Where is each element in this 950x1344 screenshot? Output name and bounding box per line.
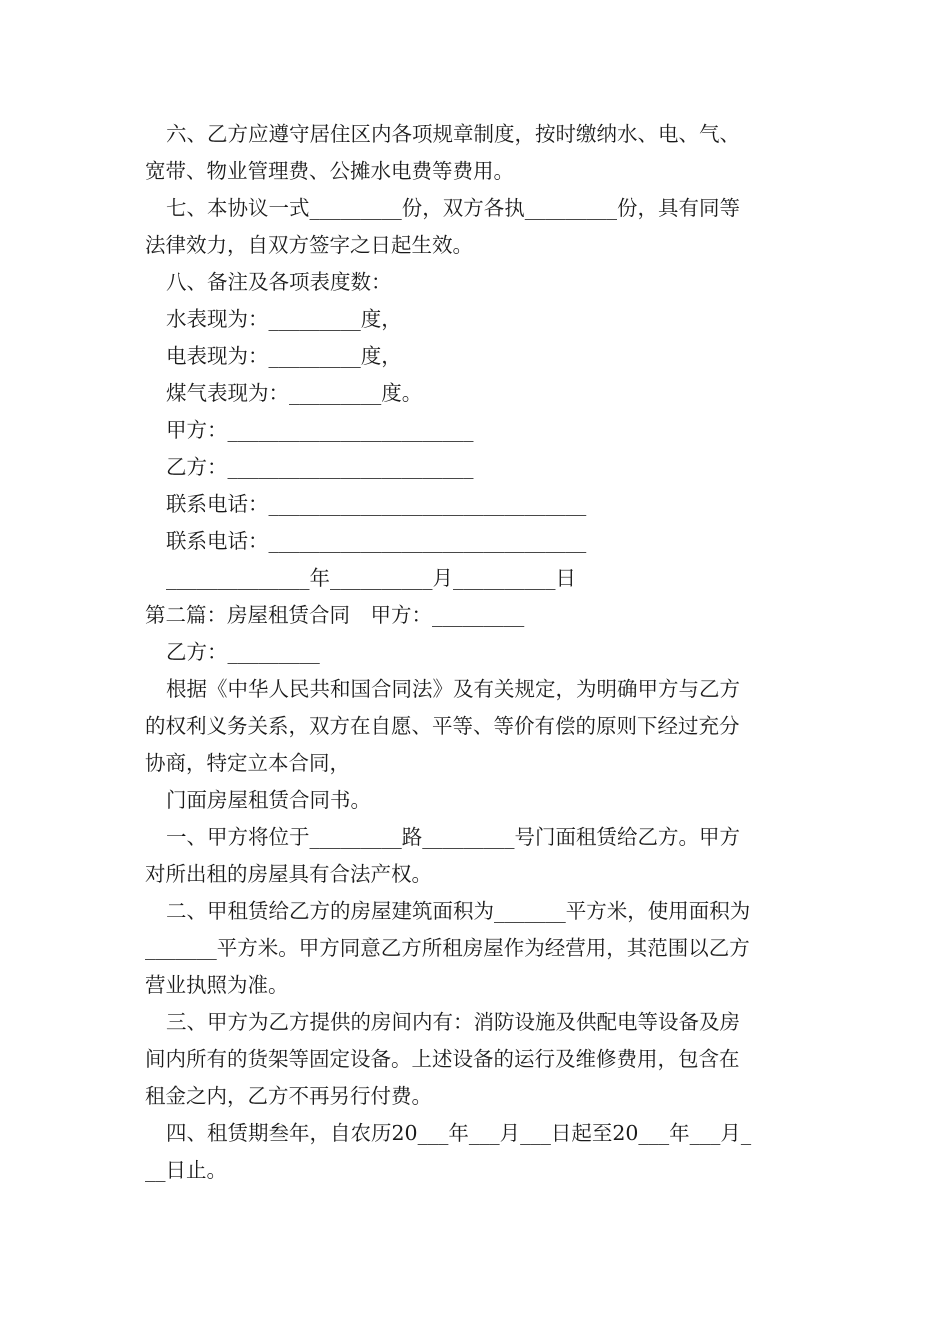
article-1-line-2: 对所出租的房屋具有合法产权。 bbox=[145, 862, 432, 886]
date-line: ______________年__________月__________日 bbox=[166, 566, 576, 590]
party-b-line: 乙方：_________ bbox=[166, 640, 320, 664]
clause-6-line-2: 宽带、物业管理费、公摊水电费等费用。 bbox=[145, 159, 514, 183]
party-b-signature-line: 乙方：________________________ bbox=[166, 455, 474, 479]
document-page bbox=[145, 116, 810, 1189]
gas-meter-line: 煤气表现为：_________度。 bbox=[166, 381, 423, 405]
preamble-line-3: 协商，特定立本合同， bbox=[145, 751, 350, 775]
article-4-line-2: __日止。 bbox=[145, 1158, 227, 1182]
clause-7-line-2: 法律效力，自双方签字之日起生效。 bbox=[145, 233, 473, 257]
article-2-line-3: 营业执照为准。 bbox=[145, 973, 289, 997]
clause-7-line-1: 七、本协议一式_________份，双方各执_________份，具有同等 bbox=[166, 196, 740, 220]
contact-phone-line-2: 联系电话：_______________________________ bbox=[166, 529, 587, 553]
article-3-line-3: 租金之内，乙方不再另行付费。 bbox=[145, 1084, 432, 1108]
contact-phone-line-1: 联系电话：_______________________________ bbox=[166, 492, 587, 516]
article-1-line-1: 一、甲方将位于_________路_________号门面租赁给乙方。甲方 bbox=[166, 825, 740, 849]
article-2-line-1: 二、甲租赁给乙方的房屋建筑面积为_______平方米，使用面积为 bbox=[166, 899, 751, 923]
article-3-line-1: 三、甲方为乙方提供的房间内有：消防设施及供配电等设备及房 bbox=[166, 1010, 740, 1034]
clause-6-line-1 bbox=[145, 116, 810, 153]
text-line: 六、乙方应遵守居住区内各项规章制度，按时缴纳水、电、气、 bbox=[166, 122, 740, 146]
article-4-line-1: 四、租赁期叁年，自农历20___年___月___日起至20___年___月_ bbox=[166, 1121, 752, 1145]
electric-meter-line: 电表现为：_________度， bbox=[166, 344, 402, 368]
contract-subtitle: 门面房屋租赁合同书。 bbox=[166, 788, 371, 812]
party-a-signature-line: 甲方：________________________ bbox=[166, 418, 474, 442]
article-2-line-2: _______平方米。甲方同意乙方所租房屋作为经营用，其范围以乙方 bbox=[145, 936, 750, 960]
preamble-line-2: 的权利义务关系，双方在自愿、平等、等价有偿的原则下经过充分 bbox=[145, 714, 740, 738]
section-2-title: 第二篇：房屋租赁合同 甲方：_________ bbox=[145, 603, 525, 627]
clause-8-heading: 八、备注及各项表度数： bbox=[166, 270, 392, 294]
article-3-line-2: 间内所有的货架等固定设备。上述设备的运行及维修费用，包含在 bbox=[145, 1047, 740, 1071]
preamble-line-1: 根据《中华人民共和国合同法》及有关规定，为明确甲方与乙方 bbox=[166, 677, 740, 701]
water-meter-line: 水表现为：_________度， bbox=[166, 307, 402, 331]
